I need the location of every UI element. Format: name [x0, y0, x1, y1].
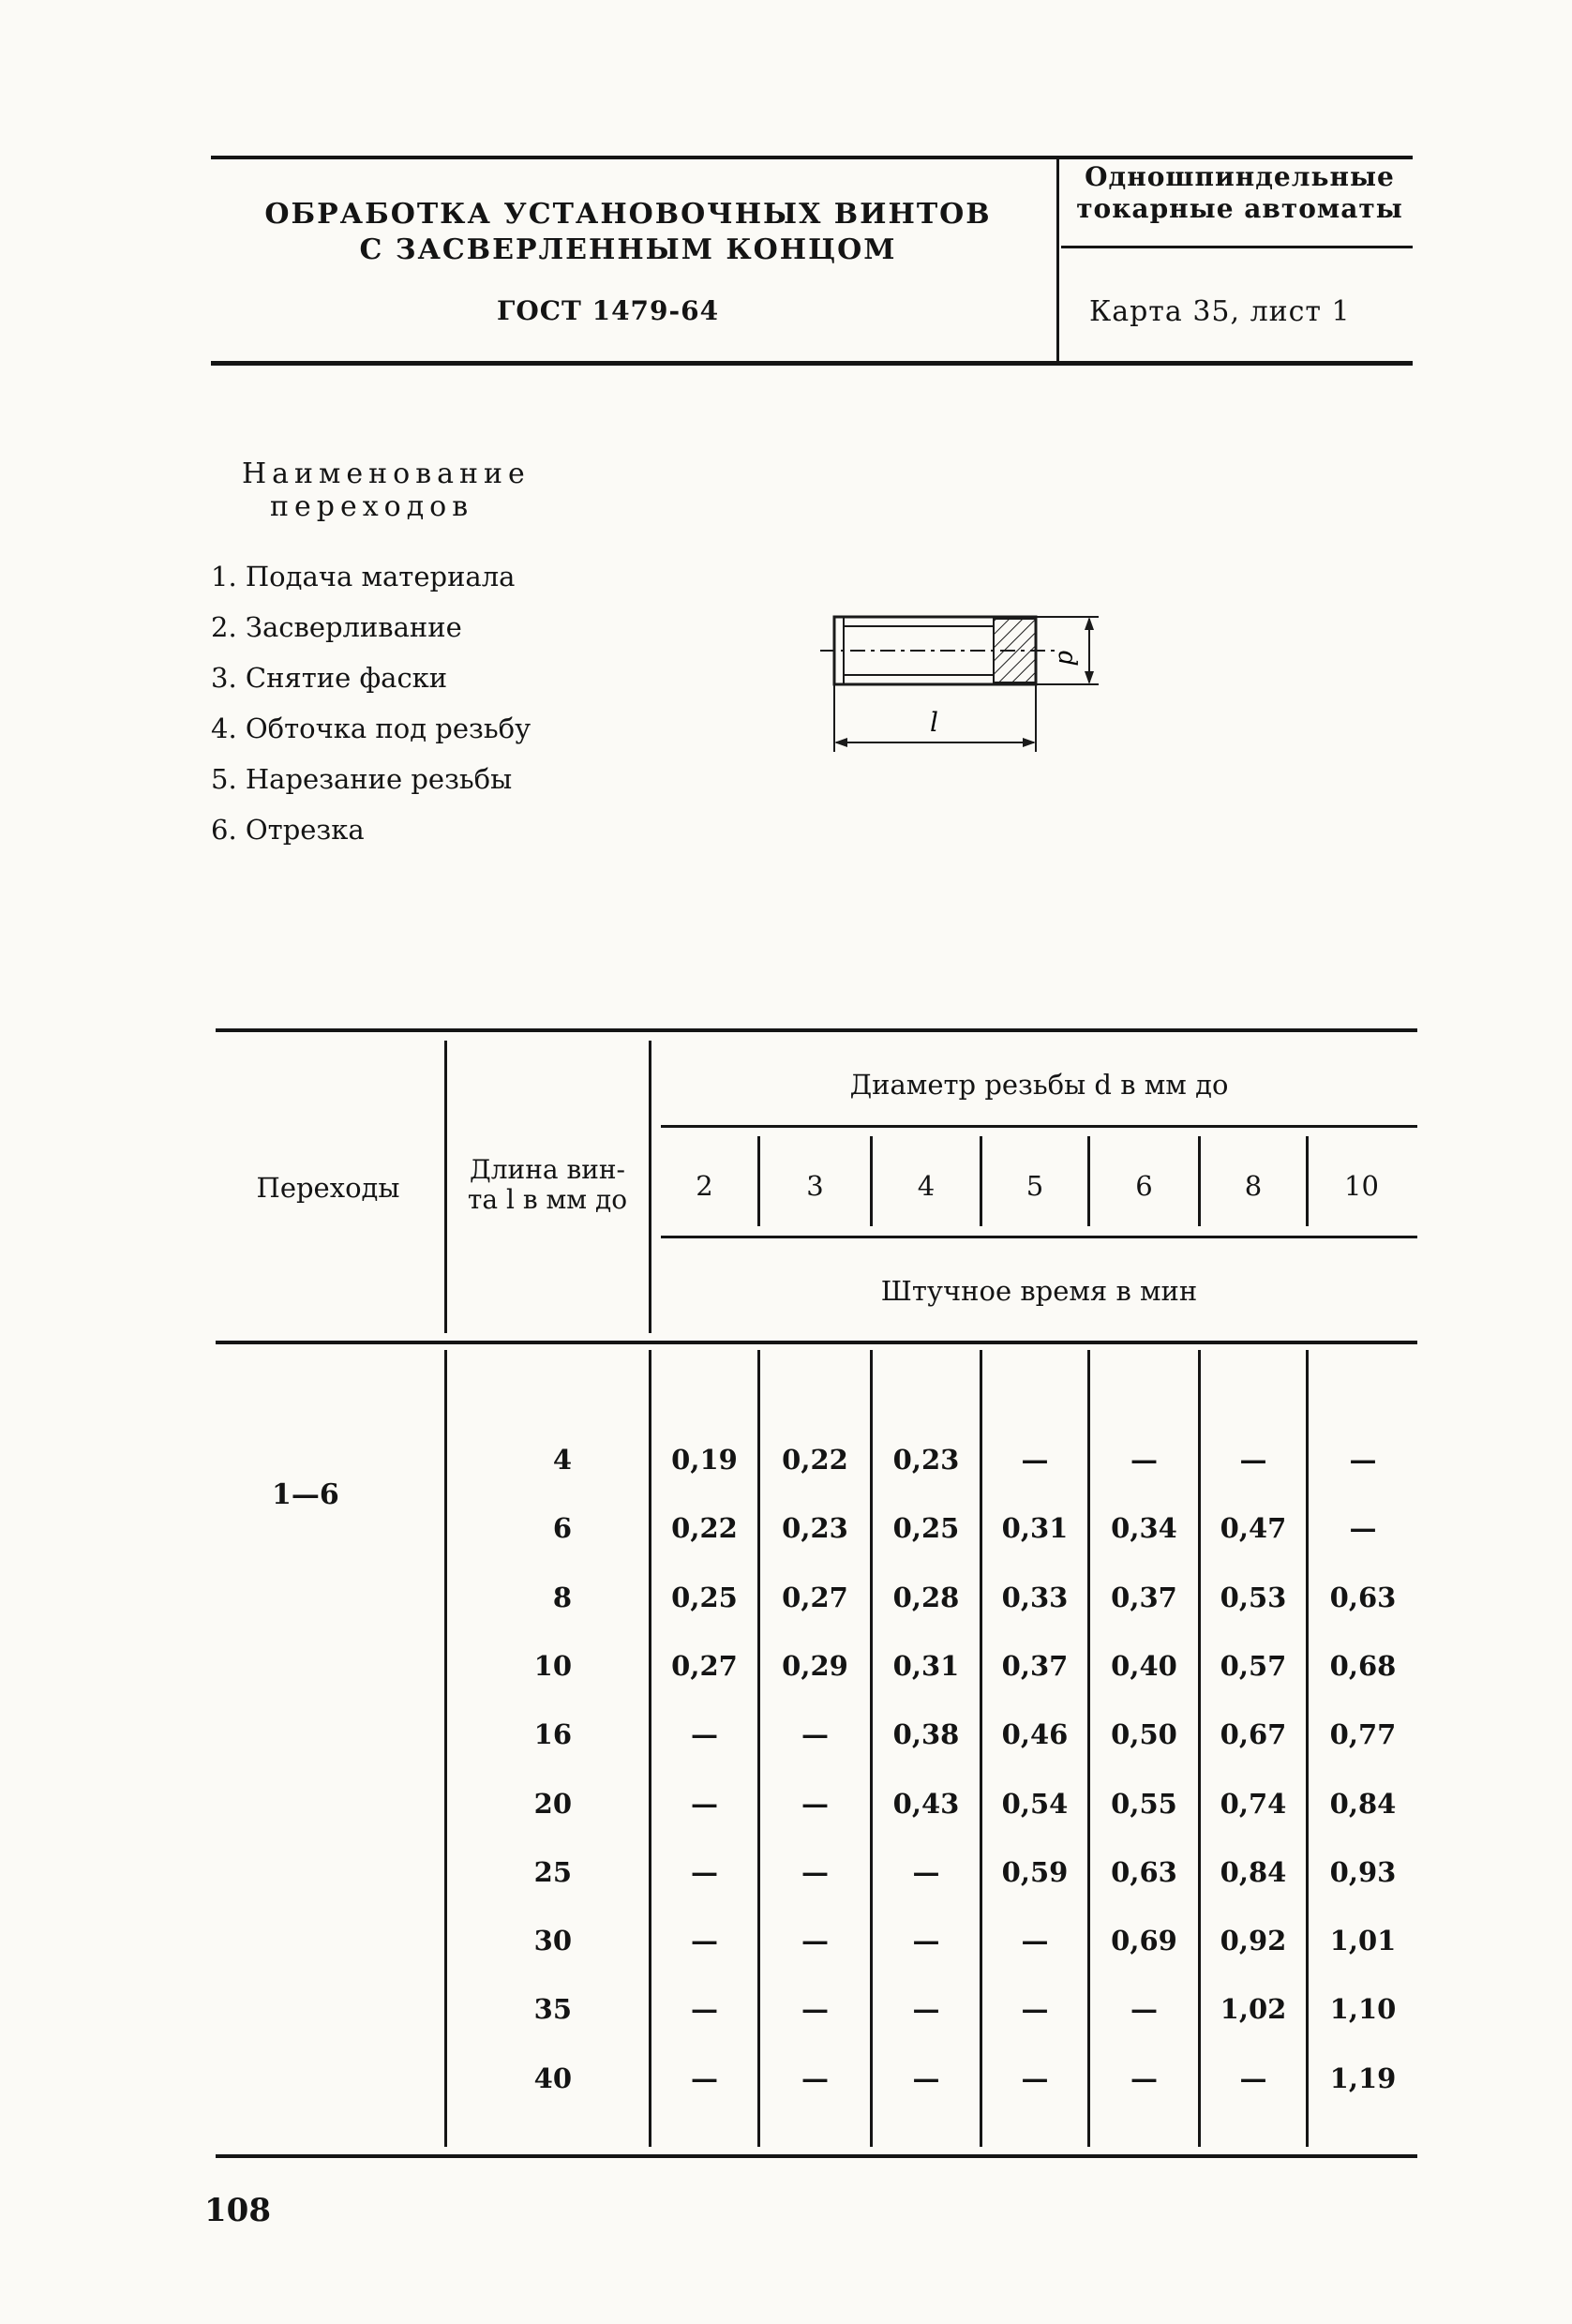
- time-cell: 0,59: [1001, 1856, 1069, 1888]
- time-cell: 0,19: [671, 1444, 738, 1476]
- machine-line-2: токарные автоматы: [1076, 193, 1403, 224]
- time-cell: 0,29: [782, 1650, 848, 1682]
- d-arrow-bottom: [1085, 671, 1094, 684]
- operation-item: 5. Нарезание резьбы: [211, 763, 513, 795]
- time-header: Штучное время в мин: [880, 1275, 1198, 1307]
- time-cell: —: [801, 2062, 829, 2094]
- diameter-value: 6: [1135, 1170, 1153, 1202]
- time-cell: 0,31: [1001, 1512, 1069, 1544]
- header-bottom-rule: [211, 361, 1413, 366]
- operation-item: 4. Обточка под резьбу: [211, 712, 531, 744]
- time-cell: 0,37: [1111, 1582, 1177, 1613]
- screw-drawing: [816, 600, 1247, 769]
- time-cell: 1,19: [1329, 2062, 1397, 2094]
- time-cell: 0,34: [1111, 1512, 1177, 1544]
- time-cell: —: [912, 1993, 940, 2025]
- table-bottom-rule: [216, 2154, 1417, 2158]
- time-cell: —: [1349, 1512, 1377, 1544]
- operations-heading-line-2: переходов: [270, 490, 474, 523]
- time-cell: 0,46: [1001, 1718, 1069, 1750]
- time-cell: 0,68: [1329, 1650, 1397, 1682]
- time-cell: 0,92: [1220, 1925, 1287, 1957]
- l-arrow-left: [834, 738, 847, 747]
- time-cell: 0,69: [1111, 1925, 1177, 1957]
- time-cell: 0,50: [1111, 1718, 1177, 1750]
- time-cell: 0,23: [892, 1444, 960, 1476]
- time-cell: 0,93: [1329, 1856, 1397, 1888]
- length-cell: 40: [533, 2062, 572, 2094]
- time-cell: 0,53: [1220, 1582, 1287, 1613]
- time-cell: 0,33: [1001, 1582, 1069, 1613]
- machine-line-1: Одношпиндельные: [1085, 161, 1395, 192]
- length-cell: 10: [533, 1650, 572, 1682]
- time-cell: —: [1021, 2062, 1049, 2094]
- col-header-transitions: Переходы: [256, 1172, 400, 1204]
- time-cell: —: [691, 1788, 718, 1820]
- time-cell: 0,77: [1329, 1718, 1397, 1750]
- operations-heading-line-1: Наименование: [242, 457, 531, 490]
- l-arrow-right: [1023, 738, 1036, 747]
- col-header-length-line-2: та l в мм до: [467, 1184, 628, 1215]
- time-cell: 0,47: [1220, 1512, 1287, 1544]
- diameter-value: 2: [696, 1170, 713, 1202]
- time-cell: —: [1021, 1444, 1049, 1476]
- col-divider-transitions: [444, 1041, 447, 1333]
- l-label: l: [930, 707, 938, 738]
- time-cell: 0,25: [892, 1512, 960, 1544]
- time-cell: 0,25: [671, 1582, 738, 1613]
- header-top-rule: [211, 156, 1413, 159]
- time-cell: 0,28: [892, 1582, 960, 1613]
- header-divider: [1056, 159, 1059, 361]
- time-cell: —: [912, 2062, 940, 2094]
- time-cell: —: [1021, 1993, 1049, 2025]
- time-cell: 0,74: [1220, 1788, 1287, 1820]
- table-header-bottom-rule: [216, 1341, 1417, 1344]
- body-divider-transitions: [444, 1350, 447, 2147]
- time-cell: 0,43: [892, 1788, 960, 1820]
- diameter-value: 8: [1244, 1170, 1263, 1202]
- standard-number: ГОСТ 1479-64: [497, 295, 720, 326]
- diameter-value: 3: [806, 1170, 824, 1202]
- time-cell: 0,37: [1001, 1650, 1069, 1682]
- time-cell: 0,55: [1111, 1788, 1177, 1820]
- time-cell: 0,27: [671, 1650, 738, 1682]
- time-cell: —: [1130, 1444, 1158, 1476]
- time-cell: 1,01: [1329, 1925, 1397, 1957]
- time-cell: 0,22: [671, 1512, 738, 1544]
- time-cell: 0,84: [1220, 1856, 1287, 1888]
- operations-list: [211, 551, 531, 855]
- time-cell: —: [691, 1993, 718, 2025]
- time-cell: 0,23: [782, 1512, 848, 1544]
- card-number: Карта 35, лист 1: [1089, 295, 1351, 328]
- diameter-value: 4: [917, 1170, 936, 1202]
- time-cell: 0,84: [1329, 1788, 1397, 1820]
- time-cell: —: [1130, 1993, 1158, 2025]
- diameter-header-rule: [661, 1125, 1417, 1128]
- operations-heading: [242, 457, 531, 523]
- length-cell: 6: [552, 1512, 572, 1544]
- time-cell: —: [912, 1925, 940, 1957]
- time-cell: —: [1349, 1444, 1377, 1476]
- length-cell: 30: [533, 1925, 572, 1957]
- d-label: d: [1053, 651, 1081, 667]
- operation-item: 2. Засверливание: [211, 611, 462, 643]
- d-arrow-top: [1085, 617, 1094, 630]
- time-cell: —: [1239, 2062, 1267, 2094]
- time-cell: 1,10: [1329, 1993, 1397, 2025]
- time-cell: —: [1239, 1444, 1267, 1476]
- page-number: 108: [204, 2192, 271, 2229]
- length-cell: 16: [533, 1718, 572, 1750]
- time-cell: 0,22: [782, 1444, 848, 1476]
- time-cell: 0,63: [1329, 1582, 1397, 1613]
- transitions-range: 1—6: [272, 1478, 339, 1511]
- length-cell: 25: [533, 1856, 572, 1888]
- time-cell: 0,54: [1001, 1788, 1069, 1820]
- time-cell: 1,02: [1220, 1993, 1287, 2025]
- time-cell: —: [691, 1856, 718, 1888]
- time-cell: 0,40: [1111, 1650, 1177, 1682]
- time-cell: —: [801, 1718, 829, 1750]
- time-cell: —: [691, 1718, 718, 1750]
- time-cell: —: [801, 1788, 829, 1820]
- title-line-2: С ЗАСВЕРЛЕННЫМ КОНЦОМ: [359, 233, 897, 266]
- table-top-rule: [216, 1028, 1417, 1032]
- diameter-value: 10: [1344, 1170, 1379, 1202]
- time-cell: —: [1130, 2062, 1158, 2094]
- time-cell: 0,27: [782, 1582, 848, 1613]
- time-cell: —: [1021, 1925, 1049, 1957]
- operation-item: 3. Снятие фаски: [211, 662, 448, 694]
- col-header-length: [448, 1155, 647, 1215]
- header-right-divider: [1061, 246, 1413, 248]
- time-header-rule: [661, 1236, 1417, 1238]
- time-cell: 0,67: [1220, 1718, 1287, 1750]
- length-cell: 4: [552, 1444, 572, 1476]
- machine-type: [1069, 161, 1411, 225]
- length-cell: 8: [552, 1582, 572, 1613]
- time-cell: —: [801, 1993, 829, 2025]
- length-cell: 20: [533, 1788, 572, 1820]
- time-cell: —: [801, 1925, 829, 1957]
- time-cell: —: [912, 1856, 940, 1888]
- time-cell: 0,57: [1220, 1650, 1287, 1682]
- length-cell: 35: [533, 1993, 572, 2025]
- time-cell: 0,63: [1111, 1856, 1177, 1888]
- operation-item: 6. Отрезка: [211, 814, 365, 846]
- time-cell: —: [691, 1925, 718, 1957]
- time-cell: —: [801, 1856, 829, 1888]
- diameter-value: 5: [1026, 1170, 1044, 1202]
- time-cell: 0,31: [892, 1650, 960, 1682]
- operation-item: 1. Подача материала: [211, 561, 516, 592]
- col-header-length-line-1: Длина вин-: [469, 1154, 626, 1185]
- time-cell: 0,38: [892, 1718, 960, 1750]
- diameter-header: Диаметр резьбы d в мм до: [849, 1069, 1229, 1101]
- title-line-1: ОБРАБОТКА УСТАНОВОЧНЫХ ВИНТОВ: [264, 198, 992, 231]
- page-title: [216, 197, 1041, 268]
- time-cell: —: [691, 2062, 718, 2094]
